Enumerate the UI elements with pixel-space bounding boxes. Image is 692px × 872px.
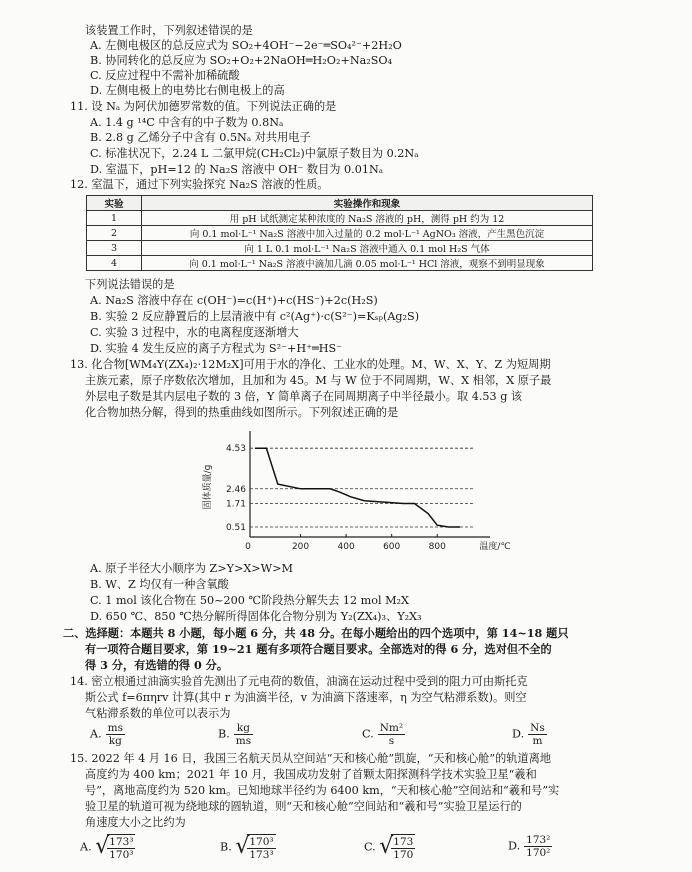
q14-option-b[interactable] (218, 722, 253, 747)
option-label: A. (90, 727, 102, 741)
table-row (87, 226, 593, 241)
denominator: 170³ (109, 849, 134, 861)
y-tick-label: 2.46 (225, 484, 246, 495)
q13-line-1: 13. 化合物[WM₄Y(ZX₄)₂·12M₂X]可用于水的净化、工业水的处理。M、W、X、Y、Z 为短周期 (70, 358, 551, 371)
denominator: ms (235, 735, 252, 747)
table-cell: 用 pH 试纸测定某种浓度的 Na₂S 溶液的 pH，测得 pH 约为 12 (142, 211, 593, 226)
radical-sign: √ (379, 834, 394, 859)
option-label: C. (362, 727, 374, 741)
denominator: 170² (526, 847, 551, 859)
table-row (87, 256, 593, 271)
table-row (87, 211, 593, 226)
fraction (106, 722, 125, 747)
tg-curve (255, 448, 460, 527)
x-axis-label: 温度/℃ (479, 542, 511, 552)
radical-sign: √ (95, 834, 110, 859)
numerator: kg (234, 722, 253, 735)
fraction (391, 834, 415, 861)
q12-after-table: 下列说法错误的是 (85, 278, 175, 291)
q13-line-4: 化合物加热分解，得到的热重曲线如图所示。下列叙述正确的是 (85, 406, 399, 419)
q13-option-c[interactable]: C. 1 mol 该化合物在 50~200 ℃阶段热分解失去 12 mol M₂X (90, 594, 409, 607)
thermogravimetric-chart (175, 425, 511, 565)
q11-option-d[interactable]: D. 室温下，pH=12 的 Na₂S 溶液中 OH⁻ 数目为 0.01Nₐ (90, 163, 384, 176)
q11-option-a[interactable]: A. 1.4 g ¹⁴C 中含有的中子数为 0.8Nₐ (90, 116, 284, 129)
numerator: Nm² (379, 722, 404, 734)
table-cell: 2 (87, 226, 142, 241)
denominator: m (532, 735, 543, 747)
fraction (378, 722, 405, 747)
q10-stem: 该装置工作时，下列叙述错误的是 (85, 24, 253, 37)
fraction (234, 722, 253, 747)
q15-option-b[interactable] (220, 834, 276, 861)
y-tick-label: 4.53 (225, 444, 246, 455)
q14-option-c[interactable] (362, 722, 405, 747)
q13-option-b[interactable]: B. W、Z 均仅有一种含氧酸 (90, 578, 229, 591)
numerator: 173 (393, 836, 414, 848)
q15-line-1: 15. 2022 年 4 月 16 日，我国三名航天员从空间站“天和核心舱”凯旋，“天和核心舱”的轨道离地 (70, 752, 552, 765)
origin-label: 0 (245, 542, 251, 552)
q14-line-2: 斯公式 f=6πηrv 计算(其中 r 为油滴半径，v 为油滴下落速率，η 为空气粘滞系数)。则空 (85, 691, 527, 704)
section2-line-2: 有一项符合题目要求，第 19~21 题有多项符合题目要求。全部选对的得 6 分，选对但不全的 (85, 642, 552, 656)
fraction (528, 722, 547, 747)
q12-option-d[interactable]: D. 实验 4 发生反应的离子方程式为 S²⁻+H⁺═HS⁻ (90, 342, 343, 355)
fraction (247, 834, 275, 861)
q15-option-d[interactable] (508, 834, 552, 859)
sqrt (235, 834, 275, 861)
q13-line-3: 外层电子数是其内层电子数的 3 倍，Y 简单离子在同周期离子中半径最小。取 4.53 g 该 (85, 390, 523, 403)
q14-option-a[interactable] (90, 722, 125, 747)
option-label: D. (508, 839, 521, 853)
fraction (107, 834, 135, 861)
numerator: Ns (530, 722, 545, 734)
q10-option-d[interactable]: D. 左侧电极上的电势比右侧电极上的高 (90, 84, 285, 97)
q12-stem: 12. 室温下，通过下列实验探究 Na₂S 溶液的性质。 (70, 178, 329, 191)
option-label: D. (512, 727, 525, 741)
q15-option-c[interactable] (364, 834, 415, 861)
table-header-row (87, 196, 593, 211)
fraction (524, 834, 552, 859)
q10-option-c[interactable]: C. 反应过程中不需补加稀硫酸 (90, 69, 240, 82)
y-tick-label: 0.51 (225, 523, 246, 534)
q14-line-3: 气粘滞系数的单位可以表示为 (85, 707, 231, 720)
option-label: B. (218, 727, 230, 741)
denominator: 173³ (249, 849, 274, 861)
section2-line-3: 得 3 分，有选错的得 0 分。 (85, 658, 229, 672)
q14-line-1: 14. 密立根通过油滴实验首先测出了元电荷的数值，油滴在运动过程中受到的阻力可由斯托克 (70, 675, 528, 688)
q15-line-2: 高度约为 400 km；2021 年 10 月，我国成功发射了首颗太阳探测科学技术实验卫星“羲和 (85, 768, 537, 781)
y-tick-label: 1.71 (225, 499, 246, 510)
q10-option-a[interactable]: A. 左侧电极区的总反应式为 SO₂+4OH⁻−2e⁻═SO₄²⁻+2H₂O (90, 39, 402, 52)
section2-line-1: 二、选择题：本题共 8 小题，每小题 6 分，共 48 分。在每小题给出的四个选项中，第 14~18 题只 (63, 626, 569, 640)
q12-experiment-table (86, 195, 593, 271)
table-row (87, 241, 593, 256)
y-axis-label: 固体质量/g (203, 464, 213, 510)
q15-line-5: 角速度大小之比约为 (85, 816, 186, 829)
numerator: 173² (526, 834, 551, 846)
radical-sign: √ (235, 834, 250, 859)
q14-option-d[interactable] (512, 722, 547, 747)
table-cell: 向 1 L 0.1 mol·L⁻¹ Na₂S 溶液中通入 0.1 mol H₂S 气体 (142, 241, 593, 256)
q12-option-c[interactable]: C. 实验 3 过程中，水的电离程度逐渐增大 (90, 326, 299, 339)
x-tick-label: 200 (291, 542, 310, 552)
denominator: kg (108, 735, 122, 747)
option-label: B. (220, 840, 232, 854)
q12-option-b[interactable]: B. 实验 2 反应静置后的上层清液中有 c²(Ag⁺)·c(S²⁻)=Kₛₚ(Ag₂S) (90, 310, 420, 323)
numerator: ms (107, 722, 123, 734)
q10-option-b[interactable]: B. 协同转化的总反应为 SO₂+O₂+2NaOH═H₂O₂+Na₂SO₄ (90, 54, 393, 67)
q15-line-3: 号”，离地高度约为 520 km。已知地球半径约为 6400 km，“天和核心舱”空间站和“羲和号”实 (85, 784, 560, 797)
q15-option-a[interactable] (80, 834, 135, 861)
q13-option-a[interactable]: A. 原子半径大小顺序为 Z>Y>X>W>M (90, 562, 294, 575)
q13-option-d[interactable]: D. 650 ℃、850 ℃热分解所得固体化合物分别为 Y₂(ZX₄)₃、Y₂X₃ (90, 610, 422, 623)
sqrt (379, 834, 415, 861)
table-header-cell: 实验操作和现象 (142, 196, 593, 211)
x-tick-label: 400 (337, 542, 355, 552)
table-cell: 向 0.1 mol·L⁻¹ Na₂S 溶液中加入过量的 0.2 mol·L⁻¹ AgNO₃ 溶液，产生黑色沉淀 (142, 226, 593, 241)
x-tick-label: 800 (428, 542, 446, 552)
q11-stem: 11. 设 Nₐ 为阿伏加德罗常数的值。下列说法正确的是 (70, 100, 337, 113)
denominator: 170 (393, 849, 414, 861)
numerator: 170³ (249, 836, 274, 848)
x-tick-label: 600 (383, 542, 401, 552)
table-cell: 向 0.1 mol·L⁻¹ Na₂S 溶液中滴加几滴 0.05 mol·L⁻¹ HCl 溶液，观察不到明显现象 (142, 256, 593, 271)
option-label: A. (80, 840, 92, 854)
table-header-cell: 实验 (87, 196, 142, 211)
sqrt (95, 834, 135, 861)
table-cell: 1 (87, 211, 142, 226)
table-cell: 3 (87, 241, 142, 256)
q13-line-2: 主族元素，原子序数依次增加，且加和为 45。M 与 W 位于不同周期，W、X 相邻，X 原子最 (85, 374, 552, 387)
denominator: s (388, 735, 395, 747)
q15-line-4: 验卫星的轨道可视为绕地球的圆轨道，则“天和核心舱”空间站和“羲和号”实验卫星运行的 (85, 800, 522, 813)
table-cell: 4 (87, 256, 142, 271)
q11-option-c[interactable]: C. 标准状况下，2.24 L 二氯甲烷(CH₂Cl₂)中氯原子数目为 0.2Nₐ (90, 147, 419, 160)
q12-option-a[interactable]: A. Na₂S 溶液中存在 c(OH⁻)=c(H⁺)+c(HS⁻)+2c(H₂S) (90, 294, 378, 307)
numerator: 173³ (109, 836, 134, 848)
option-label: C. (364, 840, 376, 854)
q11-option-b[interactable]: B. 2.8 g 乙烯分子中含有 0.5Nₐ 对共用电子 (90, 131, 311, 144)
